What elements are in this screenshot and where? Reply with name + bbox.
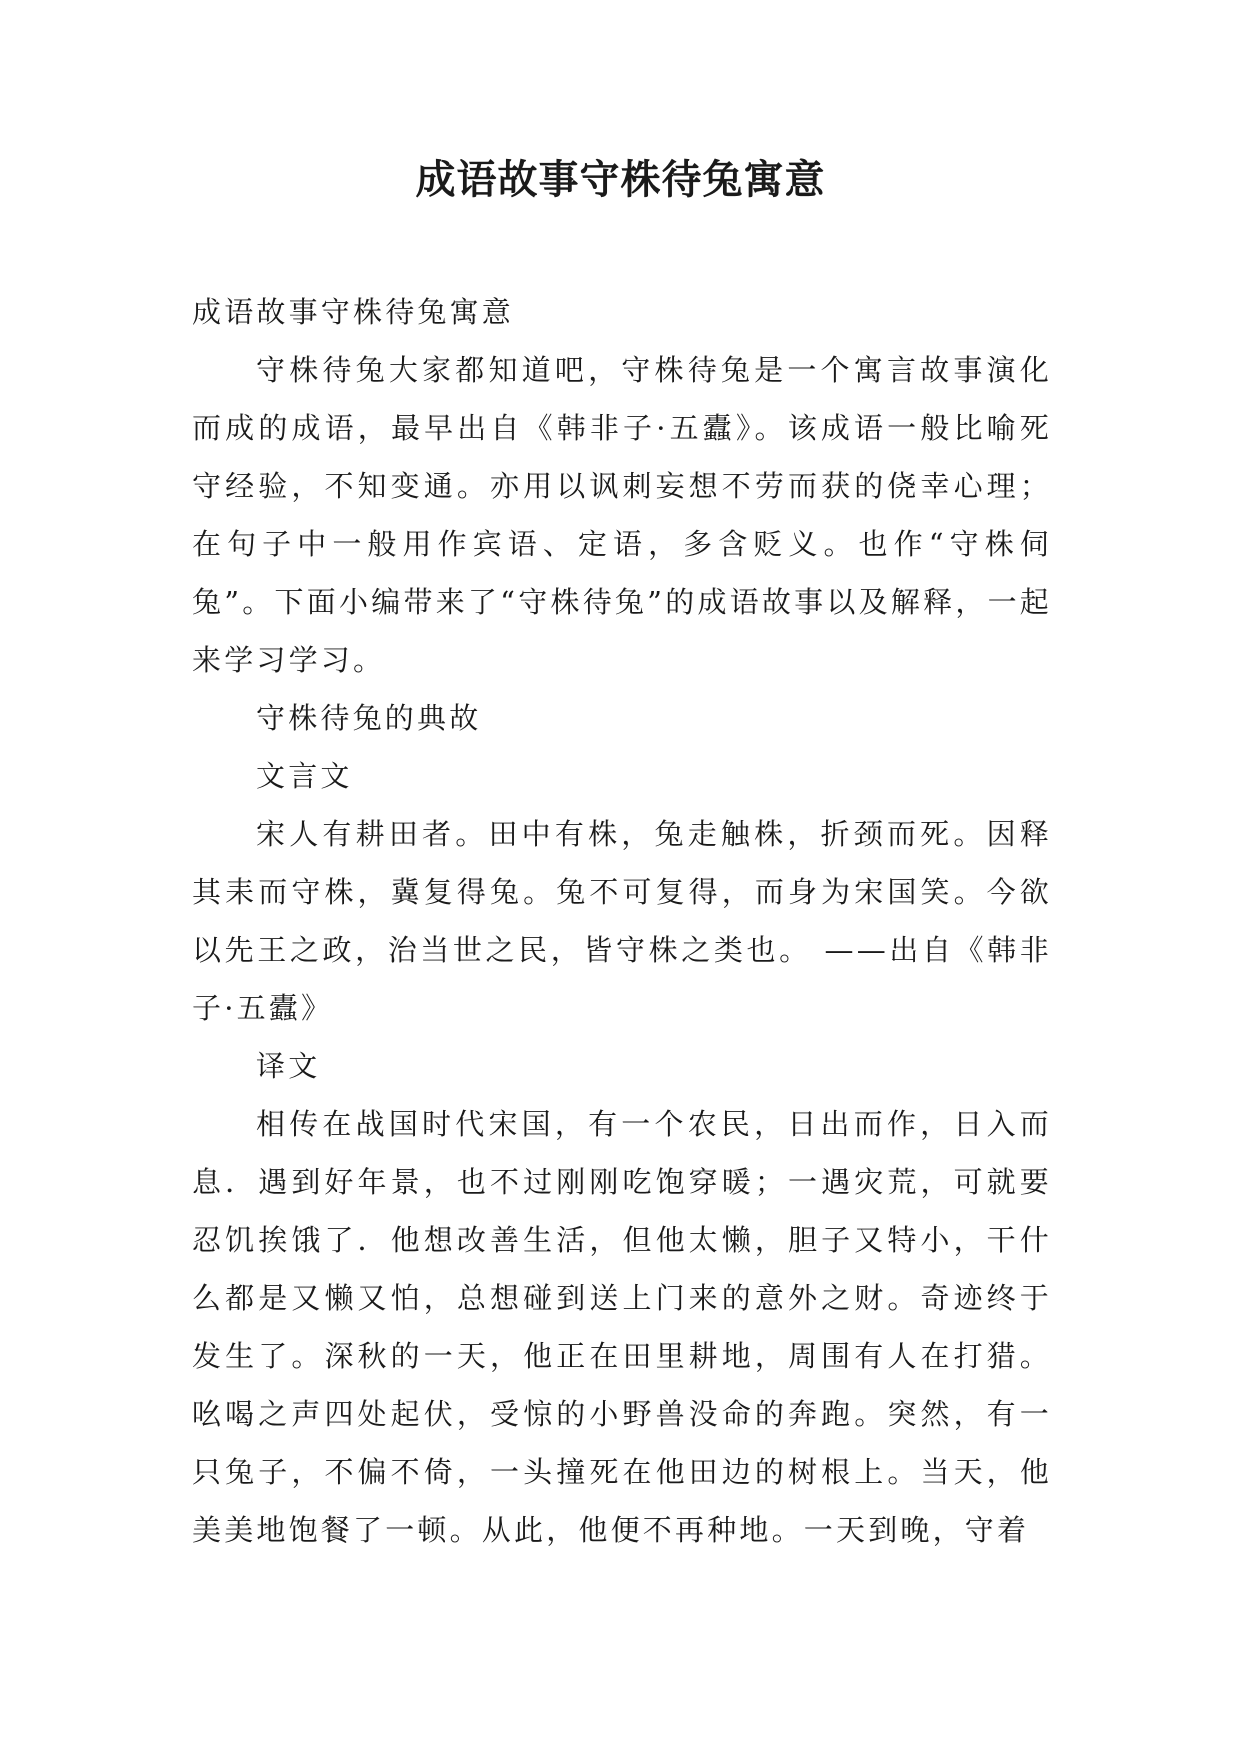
- document-body: [192, 283, 1052, 1559]
- paragraph-intro: 守株待兔大家都知道吧，守株待兔是一个寓言故事演化而成的成语，最早出自《韩非子·五蠹》。该成语一般比喻死守经验，不知变通。亦用以讽刺妄想不劳而获的侥幸心理；在句子中一般用作宾语、定语，多含贬义。也作“守株伺兔”。下面小编带来了“守株待兔”的成语故事以及解释，一起来学习学习。: [192, 353, 1052, 677]
- section-heading-allusion: 守株待兔的典故: [256, 701, 482, 735]
- section-heading-classical: 文言文: [256, 759, 353, 793]
- paragraph-heading: 成语故事守株待兔寓意: [192, 295, 515, 329]
- document-title: 成语故事守株待兔寓意: [415, 156, 826, 203]
- paragraph-translation: 相传在战国时代宋国，有一个农民，日出而作，日入而息．遇到好年景，也不过刚刚吃饱穿暖；一遇灾荒，可就要忍饥挨饿了．他想改善生活，但他太懒，胆子又特小，干什么都是又懒又怕，总想碰到送上门来的意外之财。奇迹终于发生了。深秋的一天，他正在田里耕地，周围有人在打猎。吆喝之声四处起伏，受惊的小野兽没命的奔跑。突然，有一只兔子，不偏不倚，一头撞死在他田边的树根上。当天，他美美地饱餐了一顿。从此，他便不再种地。一天到晚，守着: [192, 1107, 1052, 1547]
- section-heading-translation: 译文: [256, 1049, 321, 1083]
- paragraph-classical-text: 宋人有耕田者。田中有株，兔走触株，折颈而死。因释其耒而守株，冀复得兔。兔不可复得，而身为宋国笑。今欲以先王之政，治当世之民，皆守株之类也。 ——出自《韩非子·五蠹》: [192, 817, 1052, 1025]
